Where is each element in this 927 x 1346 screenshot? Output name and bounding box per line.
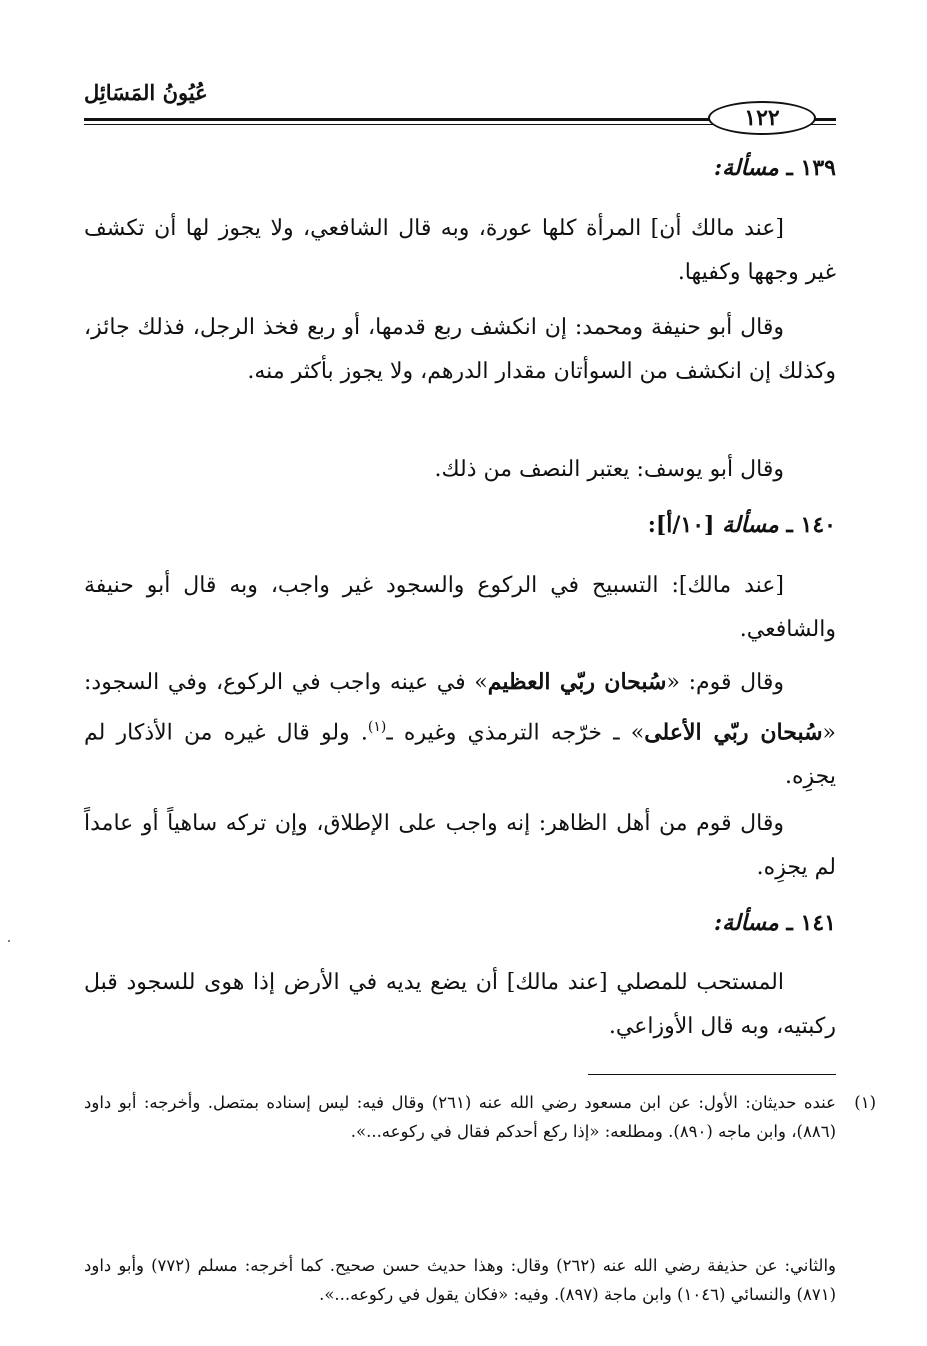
issue-number: ١٤٠ (800, 512, 836, 538)
issue-141-paragraph-1: المستحب للمصلي [عند مالك] أن يضع يديه في الأرض إذا هوى للسجود قبل ركبتيه، وبه قال الأوزاعي. (84, 970, 836, 1039)
issue-140-paragraph-3: وقال قوم من أهل الظاهر: إنه واجب على الإطلاق، وإن تركه ساهياً أو عامداً لم يجزِه. (84, 811, 836, 880)
scan-speck (8, 940, 10, 942)
issue-number: ١٣٩ (800, 155, 836, 181)
issue-number: ١٤١ (800, 910, 836, 936)
page-number-badge (708, 101, 816, 135)
footnote-1-paragraph-1: عنده حديثان: الأول: عن ابن مسعود رضي الله عنه (٢٦١) وقال فيه: ليس إسناده بمتصل. وأخرجه: أبو داود (٨٨٦)، وابن ماجه (٨٩٠). ومطلعه: «إذا ركع أحدكم فقال في ركوعه...». (84, 1093, 836, 1141)
footnote-ref[interactable]: (١) (367, 719, 387, 735)
issue-141-heading (84, 901, 888, 945)
issue-label: مسألة: (714, 155, 779, 181)
issue-dash: ـ (786, 155, 793, 181)
footnote-1-continued (84, 1251, 876, 1309)
page-number: ١٢٢ (744, 105, 780, 131)
manuscript-folio-ref: [١٠/أ]: (647, 512, 715, 538)
text-run: وقال قوم: « (666, 670, 784, 695)
footnote-separator (588, 1074, 836, 1075)
issue-140-paragraph-2 (84, 660, 836, 799)
running-header-title: عُيُونُ المَسَائِل (84, 80, 208, 105)
issue-140-paragraph-1: [عند مالك]: التسبيح في الركوع والسجود غير واجب، وبه قال أبو حنيفة والشافعي. (84, 573, 836, 642)
footnote-marker: (١) (854, 1093, 876, 1112)
issue-139-paragraph-3: وقال أبو يوسف: يعتبر النصف من ذلك. (434, 457, 784, 482)
issue-label: مسألة (722, 512, 779, 538)
issue-dash: ـ (786, 910, 793, 936)
text-run: » في عينه واجب في الركوع، وفي السجود: « (84, 670, 836, 746)
issue-139-paragraph-2: وقال أبو حنيفة ومحمد: إن انكشف ربع قدمها، أو ربع فخذ الرجل، فذلك جائز، وكذلك إن انكشف من السوأتان مقدار الدرهم، ولا يجوز بأكثر منه. (84, 315, 836, 384)
footnote-1 (84, 1088, 876, 1146)
issue-dash: ـ (786, 512, 793, 538)
footnote-1-paragraph-2: والثاني: عن حذيفة رضي الله عنه (٢٦٢) وقال: وهذا حديث حسن صحيح. كما أخرجه: مسلم (٧٧٢) وأبو داود (٨٧١) والنسائي (١٠٤٦) وابن ماجة (٨٩٧). وفيه: «فكان يقول في ركوعه...». (84, 1256, 836, 1304)
issue-label: مسألة: (714, 910, 779, 936)
text-run: . ولو قال غيره من الأذكار لم يجزِه. (84, 720, 836, 790)
issue-139-paragraph-1: [عند مالك أن] المرأة كلها عورة، وبه قال الشافعي، ولا يجوز لها أن تكشف غير وجهها وكفيها. (84, 216, 836, 285)
quoted-dhikr-2: سُبحان ربّي الأعلى (644, 719, 823, 746)
issue-140-heading (84, 503, 888, 547)
text-run: » ـ خرّجه الترمذي وغيره ـ (386, 720, 645, 746)
quoted-dhikr-1: سُبحان ربّي العظيم (487, 669, 667, 695)
issue-139-heading (84, 146, 888, 190)
